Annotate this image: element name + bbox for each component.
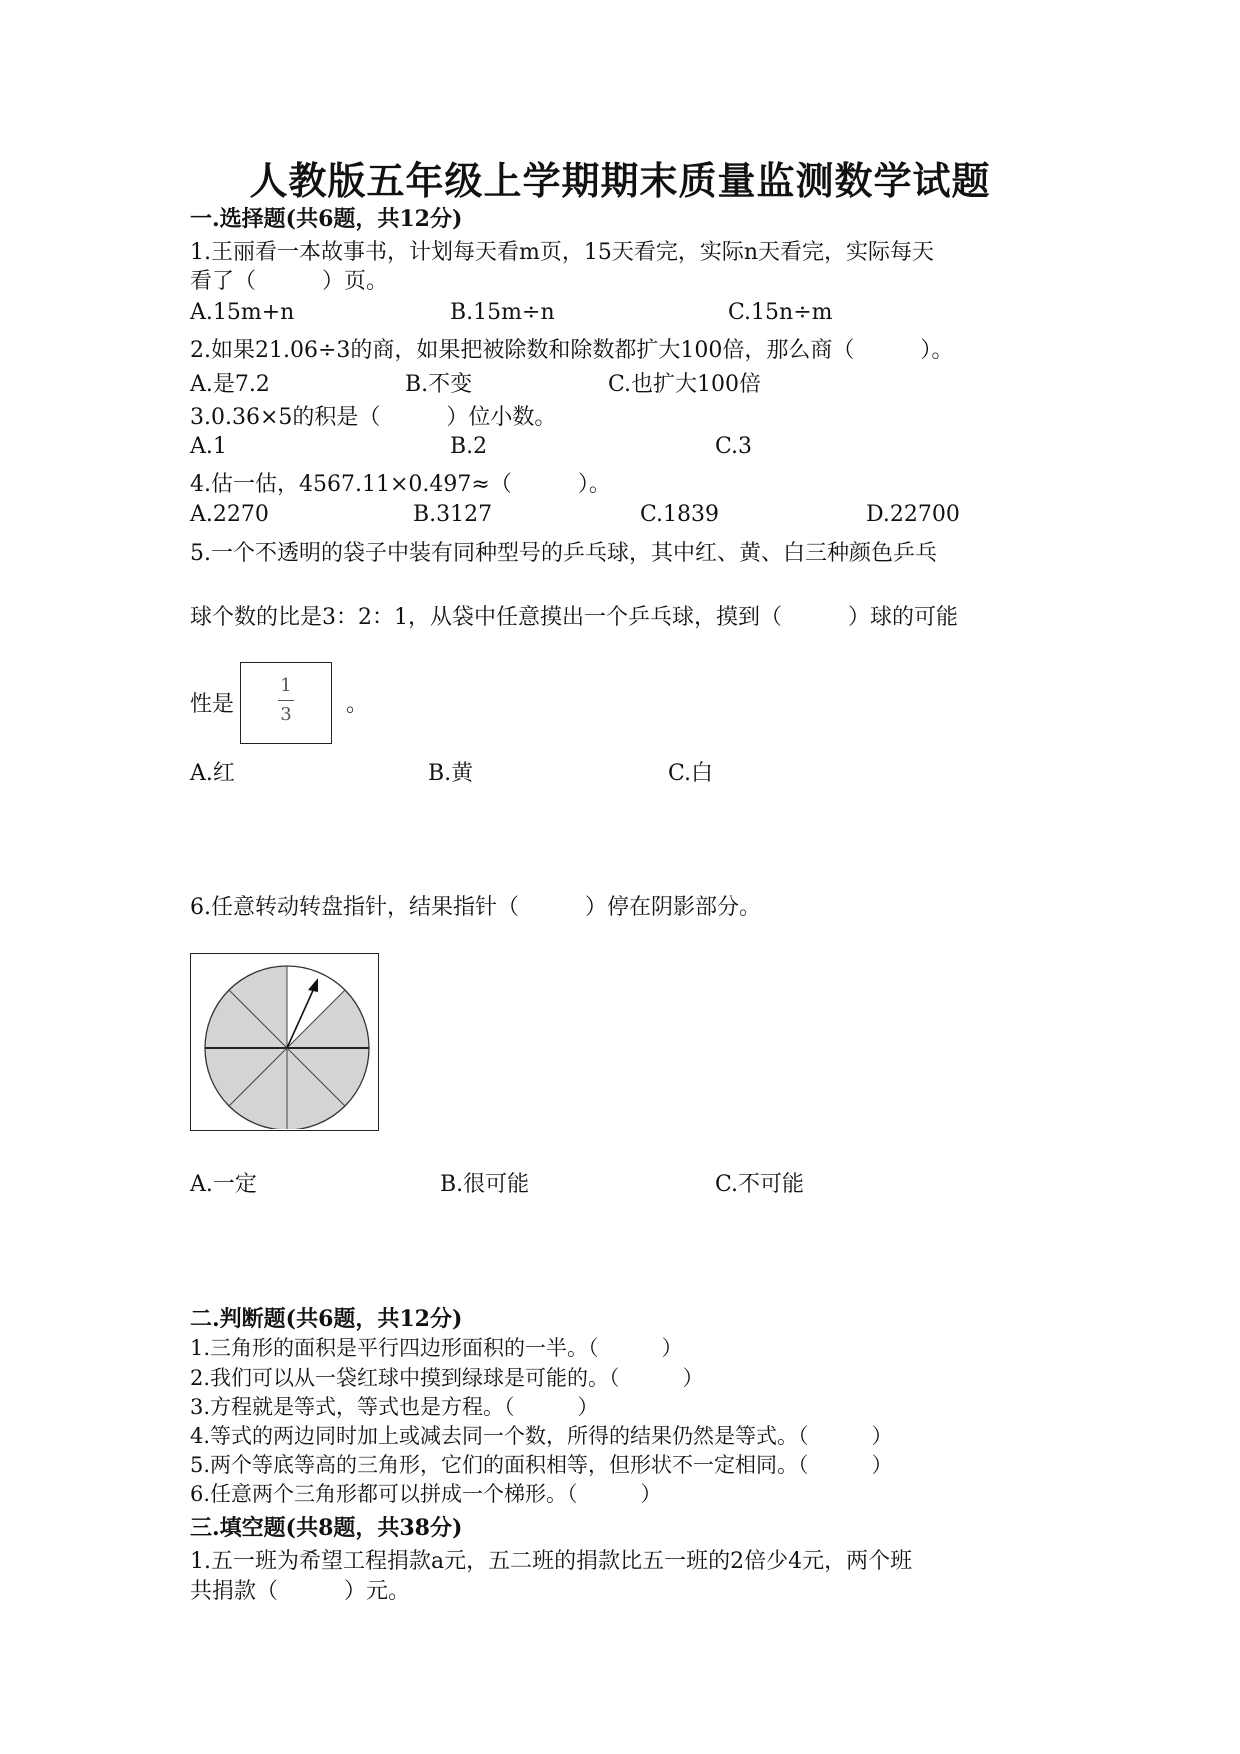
q5-option-b: B.黄 <box>428 761 474 786</box>
q4-option-c: C.1839 <box>640 502 720 527</box>
q5-line3-suffix: 。 <box>346 692 369 717</box>
section-heading-fill: 三.填空题(共8题，共38分) <box>190 1515 463 1541</box>
q5-option-c: C.白 <box>668 761 714 786</box>
q2-text: 2.如果21.06÷3的商，如果把被除数和除数都扩大100倍，那么商（ ）。 <box>190 338 954 363</box>
q3-option-c: C.3 <box>715 434 753 459</box>
q1-option-c: C.15n÷m <box>728 300 833 325</box>
fraction-numerator: 1 <box>280 675 292 696</box>
spinner-pointer-head <box>308 978 318 992</box>
q6-text: 6.任意转动转盘指针，结果指针（ ）停在阴影部分。 <box>190 895 761 920</box>
page-title: 人教版五年级上学期期末质量监测数学试题 <box>249 158 991 203</box>
fill-q1-line1: 1.五一班为希望工程捐款a元，五二班的捐款比五一班的2倍少4元，两个班 <box>190 1549 913 1574</box>
q5-line2: 球个数的比是3：2：1，从袋中任意摸出一个乒乓球，摸到（ ）球的可能 <box>190 605 958 630</box>
q2-option-a: A.是7.2 <box>190 372 270 397</box>
judge-item-2: 2.我们可以从一袋红球中摸到绿球是可能的。（ ） <box>190 1366 704 1390</box>
fraction-denominator: 3 <box>280 704 292 726</box>
q3-option-a: A.1 <box>190 434 227 459</box>
q1-option-a: A.15m+n <box>190 300 295 325</box>
judge-item-1: 1.三角形的面积是平行四边形面积的一半。（ ） <box>190 1336 683 1360</box>
fill-q1-line2: 共捐款（ ）元。 <box>190 1579 411 1604</box>
judge-item-6: 6.任意两个三角形都可以拼成一个梯形。（ ） <box>190 1482 662 1506</box>
q6-option-c: C.不可能 <box>715 1172 805 1197</box>
section-heading-judge: 二.判断题(共6题，共12分) <box>190 1306 463 1332</box>
q5-option-a: A.红 <box>190 761 235 786</box>
q6-option-b: B.很可能 <box>440 1172 530 1197</box>
q2-option-b: B.不变 <box>405 372 473 397</box>
q3-text: 3.0.36×5的积是（ ）位小数。 <box>190 405 557 430</box>
q2-option-c: C.也扩大100倍 <box>608 372 762 397</box>
judge-item-4: 4.等式的两边同时加上或减去同一个数，所得的结果仍然是等式。（ ） <box>190 1424 893 1448</box>
q3-option-b: B.2 <box>450 434 488 459</box>
spinner-svg <box>191 954 377 1129</box>
q1-line2: 看了（ ）页。 <box>190 269 389 294</box>
judge-item-3: 3.方程就是等式，等式也是方程。（ ） <box>190 1395 599 1419</box>
q4-option-d: D.22700 <box>866 502 960 527</box>
fraction-bar <box>278 700 294 701</box>
fraction-image <box>240 662 332 744</box>
q1-line1: 1.王丽看一本故事书，计划每天看m页，15天看完，实际n天看完，实际每天 <box>190 240 935 265</box>
judge-item-5: 5.两个等底等高的三角形，它们的面积相等，但形状不一定相同。（ ） <box>190 1453 893 1477</box>
section-heading-choice: 一.选择题(共6题，共12分) <box>190 206 463 232</box>
spinner-figure <box>190 953 379 1131</box>
q5-line3-prefix: 性是 <box>190 692 235 717</box>
q4-text: 4.估一估，4567.11×0.497≈（ ）。 <box>190 472 611 497</box>
q6-option-a: A.一定 <box>190 1172 257 1197</box>
q5-line1: 5.一个不透明的袋子中装有同种型号的乒乓球，其中红、黄、白三种颜色乒乓 <box>190 541 937 566</box>
q4-option-b: B.3127 <box>413 502 493 527</box>
q4-option-a: A.2270 <box>190 502 269 527</box>
fraction-one-third <box>241 675 331 726</box>
q1-option-b: B.15m÷n <box>450 300 555 325</box>
